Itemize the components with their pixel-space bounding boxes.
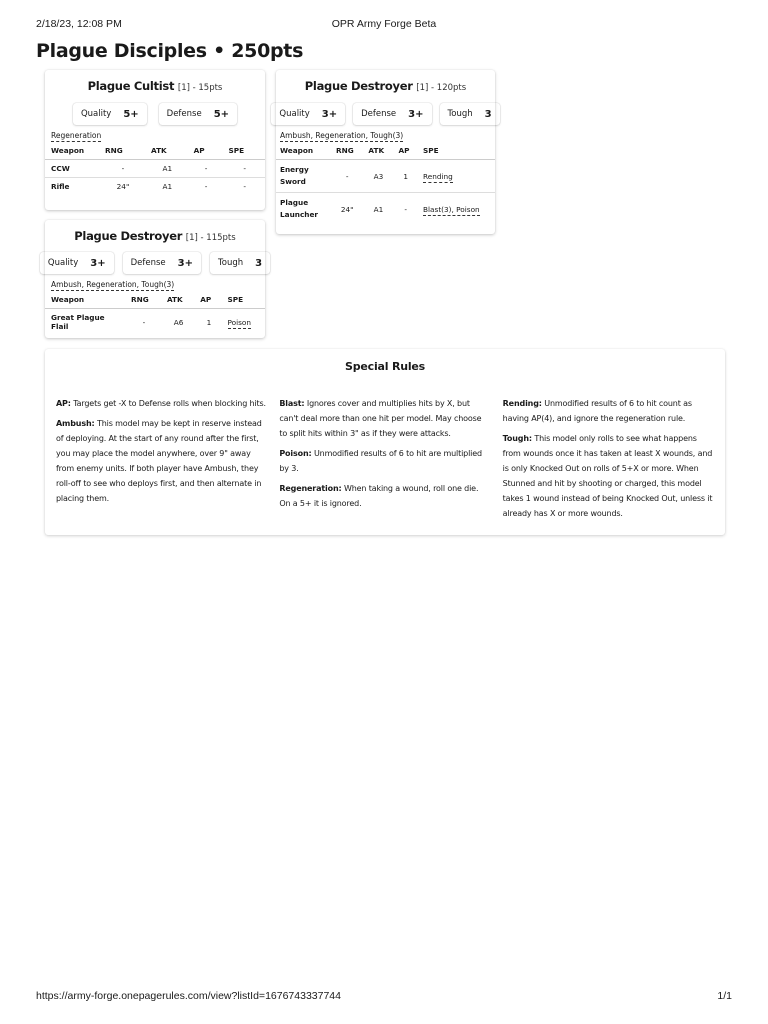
stat-label: Quality [80,109,112,119]
unit-stats [45,103,265,125]
rule-text: Ignores cover and multiplies hits by X, but can't deal more than one hit per model. May choose to split hits within 3" as if they were attacks. [279,399,482,438]
unit-title [276,79,495,93]
weapon-atk: A1 [373,204,384,214]
rule-blast [279,396,490,441]
col-atk: ATK [145,143,188,160]
unit-card-plague-destroyer-120 [276,70,495,234]
quality-stat [271,103,345,125]
rule-text: This model only rolls to see what happens from wounds once it has taken at least X wounds, and is only Knocked Out on rolls of 5+X or more. When Stunned and hit by shooting or charged, this model takes 1 wound instead of being Knocked Out, unless it already has X or more wounds. [502,434,713,518]
rule-rending [503,396,714,426]
weapon-name: Great Plague Flail [51,313,105,331]
rule-text: When taking a wound, roll one die. On a 5+ it is ignored. [279,484,479,508]
print-url: https://army-forge.onepagerules.com/view?listId=1676743337744 [36,990,341,1002]
unit-rules [276,131,495,140]
weapon-name: Plague Launcher [280,198,319,219]
stat-value: 3+ [90,257,106,269]
rule-name: Rending: [502,399,542,408]
stat-value: 3+ [408,108,424,120]
unit-stats [45,252,265,274]
col-rng: RNG [330,143,362,160]
unit-size-points: [1] - 15pts [177,83,223,93]
weapon-name: Energy Sword [276,160,330,193]
weapon-atk: A1 [162,182,173,191]
unit-card-plague-cultist [45,70,265,210]
unit-name: Plague Cultist [87,79,175,93]
weapon-ap: - [404,204,408,214]
weapon-ap: - [188,160,223,178]
rule-name: Regeneration: [279,484,342,493]
special-rules-column [279,396,490,526]
unit-stats [276,103,495,125]
weapon-spe: - [243,182,247,191]
unit-rules [45,280,265,289]
special-rules-column [503,396,714,526]
unit-name: Plague Destroyer [304,79,413,93]
unit-title [45,229,265,243]
rule-text: Unmodified results of 6 to hit are multiplied by 3. [279,449,482,473]
col-atk: ATK [161,292,194,309]
weapon-spe-rule[interactable]: Blast(3), Poison [423,204,480,214]
print-footer [36,990,732,1004]
special-rules-column [56,396,267,526]
special-rules-columns [56,396,714,526]
weapon-atk: A3 [362,160,392,193]
rule-poison [279,446,490,476]
weapon-rng: - [142,317,146,327]
weapon-rng: - [330,160,362,193]
col-spe: SPE [222,292,266,309]
col-spe: SPE [223,143,266,160]
print-date: 2/18/23, 12:08 PM [36,18,122,30]
weapon-rng: 24" [340,204,354,214]
print-page-count: 1/1 [717,990,732,1002]
col-spe: SPE [417,143,495,160]
weapons-header-row [276,143,495,160]
quality-stat [73,103,147,125]
col-rng: RNG [125,292,161,309]
weapon-rng: 24" [116,182,130,191]
unit-rules-text[interactable]: Ambush, Regeneration, Tough(3) [51,280,175,289]
army-list-title: Plague Disciples • 250pts [36,40,304,62]
unit-rules-text[interactable]: Ambush, Regeneration, Tough(3) [280,131,404,140]
weapons-header-row [45,143,265,160]
weapon-spe [417,160,495,193]
weapons-table [45,143,265,195]
rule-name: Ambush: [56,419,95,428]
rule-text: This model may be kept in reserve instead of deploying. At the start of any round after the first, you may place the model anywhere, over 9" away from enemy units. If both player have Ambush, they roll-off to see who deploys first, and then alternate in placing them. [56,419,262,503]
stat-label: Defense [361,109,397,119]
rule-ap [56,396,267,411]
rule-text: Unmodified results of 6 to hit count as having AP(4), and ignore the regeneration rule. [502,399,692,423]
rule-name: Poison: [279,449,312,458]
col-weapon: Weapon [45,143,99,160]
weapon-atk: A1 [145,160,188,178]
quality-stat [40,252,114,274]
col-ap: AP [194,292,221,309]
weapon-spe-rule[interactable]: Poison [227,317,252,327]
weapons-table [45,292,265,335]
col-weapon: Weapon [276,143,330,160]
unit-title [45,79,265,93]
stat-label: Quality [47,258,79,268]
special-rules-panel [45,349,725,535]
tough-stat [440,103,500,125]
rule-ambush [56,416,267,506]
weapon-row [276,160,495,193]
weapon-name: CCW [45,160,99,178]
unit-rules-text[interactable]: Regeneration [51,131,102,140]
special-rules-title: Special Rules [344,360,426,373]
rule-regeneration [279,481,490,511]
weapon-row [45,160,265,178]
stat-value: 5+ [123,108,139,120]
col-ap: AP [392,143,417,160]
weapon-ap: 1 [206,317,212,327]
unit-size-points: [1] - 115pts [185,233,236,243]
weapon-atk: A6 [173,317,184,327]
col-ap: AP [188,143,223,160]
unit-size-points: [1] - 120pts [416,83,467,93]
stat-label: Defense [130,258,166,268]
stat-label: Defense [166,109,202,119]
weapon-spe-rule[interactable]: Rending [423,171,453,181]
stat-value: 3+ [177,257,194,269]
stat-label: Tough [447,109,473,119]
weapons-table [276,143,495,225]
weapon-ap: 1 [392,160,417,193]
weapon-spe [222,309,266,336]
unit-name: Plague Destroyer [74,229,183,243]
stat-label: Tough [218,258,244,268]
unit-rules [45,131,265,140]
defense-stat [123,252,201,274]
stat-value: 3 [255,257,263,269]
weapon-row [276,193,495,226]
rule-tough [503,431,714,521]
rule-text: Targets get -X to Defense rolls when blocking hits. [73,399,266,408]
col-atk: ATK [362,143,392,160]
weapon-name: Rifle [51,182,70,191]
print-page-title: OPR Army Forge Beta [331,18,437,30]
tough-stat [210,252,270,274]
weapon-spe: - [223,160,266,178]
col-weapon: Weapon [45,292,125,309]
unit-card-plague-destroyer-115 [45,220,265,338]
stat-value: 3 [484,108,492,120]
col-rng: RNG [99,143,145,160]
rule-name: Blast: [279,399,305,408]
weapon-rng: - [99,160,145,178]
weapon-row [45,309,265,336]
defense-stat [159,103,237,125]
weapon-spe [417,193,495,226]
weapons-header-row [45,292,265,309]
stat-label: Quality [279,109,310,119]
defense-stat [353,103,431,125]
rule-name: AP: [56,399,71,408]
rule-name: Tough: [502,434,532,443]
weapon-row [45,178,265,196]
stat-value: 3+ [321,108,338,120]
print-header [36,18,732,32]
stat-value: 5+ [213,108,230,120]
weapon-ap: - [204,182,208,191]
